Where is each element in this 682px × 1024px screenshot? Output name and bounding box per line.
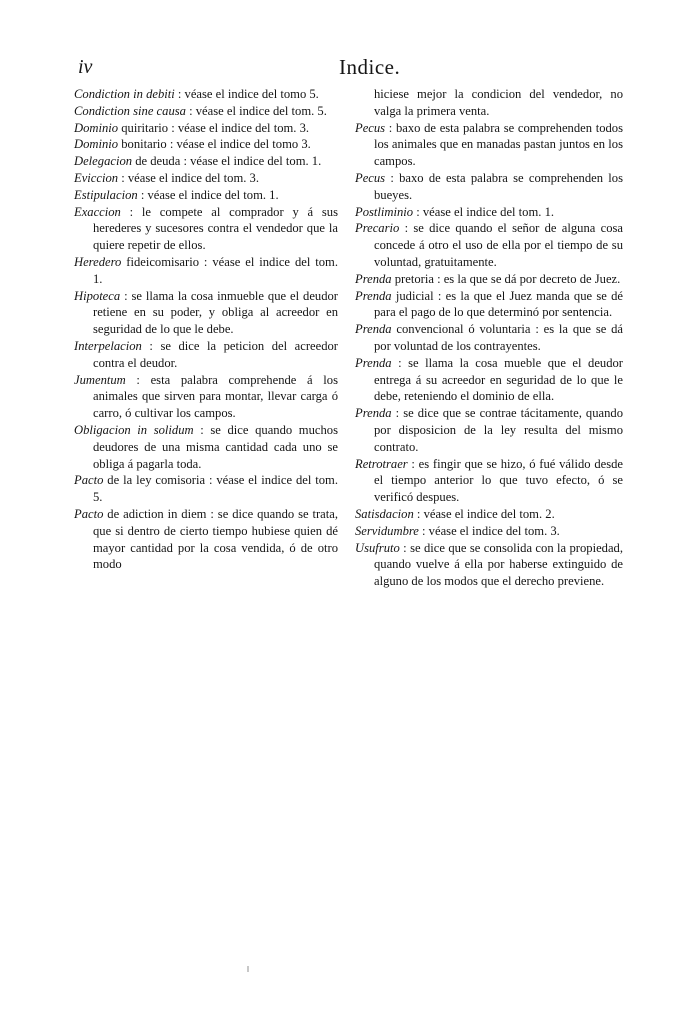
index-entry: [355, 170, 623, 204]
index-entry: [74, 204, 338, 254]
entry-text: : véase el indice del tom. 2.: [413, 506, 555, 521]
entry-text: : véase el indice del tom. 3.: [418, 523, 560, 538]
entry-text: : baxo de esta palabra se comprehenden todos los animales que en manadas pastan juntos en los campos.: [374, 120, 623, 169]
index-entry: [355, 405, 623, 455]
entry-text: : se dice que se contrae tácitamente, quando por disposicion de la ley resulta del mismo contrato.: [374, 406, 623, 454]
index-entry: [355, 120, 623, 170]
index-entry: [355, 321, 623, 355]
index-entry: [355, 355, 623, 405]
index-entry: [74, 254, 338, 288]
entry-text: pretoria : es la que se dá por decreto de Juez.: [391, 271, 621, 286]
entry-text: de deuda : véase el indice del tom. 1.: [132, 154, 322, 169]
entry-term: Retrotraer: [355, 456, 408, 471]
entry-text: convencional ó voluntaria : es la que se dá por voluntad de los contrayentes.: [374, 322, 623, 353]
index-entry: [74, 422, 338, 472]
entry-term: Prenda: [355, 355, 392, 370]
entry-term: Prenda: [355, 322, 392, 337]
entry-term: Satisdacion: [355, 506, 414, 521]
entry-text: judicial : es la que el Juez manda que se dé para el pago de lo que determinó por sentencia.: [374, 288, 623, 320]
index-entry: [74, 506, 338, 573]
entry-text: : se dice la peticion del acreedor contra el deudor.: [93, 338, 338, 370]
entry-term: Prenda: [355, 271, 392, 286]
index-entry: [355, 271, 623, 288]
index-entry: [355, 506, 623, 523]
entry-term: Delegacion: [74, 154, 133, 169]
entry-text: fideicomisario : véase el indice del tom. 1.: [93, 254, 338, 286]
index-entry-continuation: [355, 86, 623, 120]
entry-term: Pacto: [74, 506, 104, 521]
index-entry: [74, 120, 338, 137]
entry-text: : véase el indice del tom. 3.: [118, 170, 259, 185]
page-header: [0, 52, 682, 84]
entry-term: Eviccion: [74, 170, 119, 185]
index-entry: [74, 472, 338, 506]
index-entry: [74, 187, 338, 204]
entry-text: quiritario : véase el indice del tom. 3.: [118, 120, 310, 135]
entry-term: Servidumbre: [355, 523, 419, 538]
entry-term: Pecus: [355, 170, 386, 185]
index-entry: [74, 372, 338, 422]
index-entry: [74, 338, 338, 372]
index-entry: [74, 136, 338, 153]
entry-term: Postliminio: [355, 204, 414, 219]
entry-text: : le compete al comprador y á sus herederes y sucesores contra el vendedor que la quiere repetir de ellos.: [93, 204, 338, 253]
entry-term: Jumentum: [74, 372, 126, 387]
entry-text: : se dice quando muchos deudores de una misma cantidad cada uno se obliga á pagarla toda.: [93, 422, 338, 471]
entry-text: de adiction in diem : se dice quando se trata, que si dentro de cierto tiempo hubiese quien dé mayor cantidad por la cosa vendida, ó de otro modo: [93, 506, 338, 572]
entry-term: Prenda: [355, 406, 392, 421]
entry-text: : véase el indice del tomo 5.: [174, 87, 319, 101]
entry-term: Condiction in debiti: [74, 87, 175, 101]
entry-text: : se llama la cosa inmueble que el deudor retiene en su poder, y obliga al acreedor en seguridad de lo que le debe.: [93, 288, 338, 337]
entry-text: de la ley comisoria : véase el indice del tom. 5.: [93, 473, 338, 505]
entry-term: Pecus: [355, 120, 386, 135]
page-title: Indice.: [339, 55, 401, 79]
index-entry: [355, 288, 623, 322]
index-entry: [355, 204, 623, 221]
index-entry: [74, 153, 338, 170]
entry-text: : esta palabra comprehende á los animales que sirven para montar, llevar carga ó carro, ó cultivar los campos.: [93, 372, 338, 421]
entry-text: : baxo de esta palabra se comprehenden los bueyes.: [374, 170, 623, 202]
entry-text: : se llama la cosa mueble que el deudor entrega á su acreedor en seguridad de lo que le debe, reteniendo el dominio de ella.: [374, 355, 623, 404]
right-column: [355, 86, 623, 590]
index-entry: [355, 540, 623, 590]
index-entry: [355, 456, 623, 506]
entry-term: Dominio: [74, 120, 119, 135]
index-entry: [74, 288, 338, 338]
entry-term: Precario: [355, 221, 400, 236]
entry-text: : véase el indice del tom. 1.: [137, 187, 279, 202]
entry-text: : véase el indice del tom. 1.: [413, 204, 555, 219]
entry-text: : véase el indice del tom. 5.: [185, 103, 327, 118]
index-entry: [355, 220, 623, 270]
entry-text: : se dice quando el señor de alguna cosa concede á otro el uso de ella por el tiempo de su voluntad, gratuitamente.: [374, 221, 623, 269]
page-number: iv: [78, 56, 93, 78]
entry-text: : se dice que se consolida con la propiedad, quando vuelve á ella por haberse extinguido de alguno de los modos que el derecho previene.: [374, 540, 623, 589]
entry-text: bonitario : véase el indice del tomo 3.: [118, 137, 311, 152]
index-entry: [355, 523, 623, 540]
entry-term: Dominio: [74, 137, 119, 152]
entry-text: : es fingir que se hizo, ó fué válido desde el tiempo anterior lo que tuvo efecto, ó se verificó despues.: [374, 456, 623, 505]
entry-term: Estipulacion: [74, 187, 138, 202]
entry-term: Pacto: [74, 473, 104, 488]
entry-term: Interpelacion: [74, 338, 142, 353]
entry-term: Heredero: [74, 254, 122, 269]
scan-mark: [247, 966, 249, 972]
entry-term: Exaccion: [74, 204, 121, 219]
entry-text: hiciese mejor la condicion del vendedor, no valga la primera venta.: [374, 87, 623, 118]
entry-term: Obligacion in solidum: [74, 422, 194, 437]
left-column: [74, 86, 338, 573]
index-entry: [74, 170, 338, 187]
index-entry: [74, 103, 338, 120]
entry-term: Hipoteca: [74, 288, 121, 303]
index-entry: [74, 86, 338, 103]
entry-term: Condiction sine causa: [74, 103, 186, 118]
entry-term: Usufruto: [355, 540, 400, 555]
entry-term: Prenda: [355, 288, 392, 303]
